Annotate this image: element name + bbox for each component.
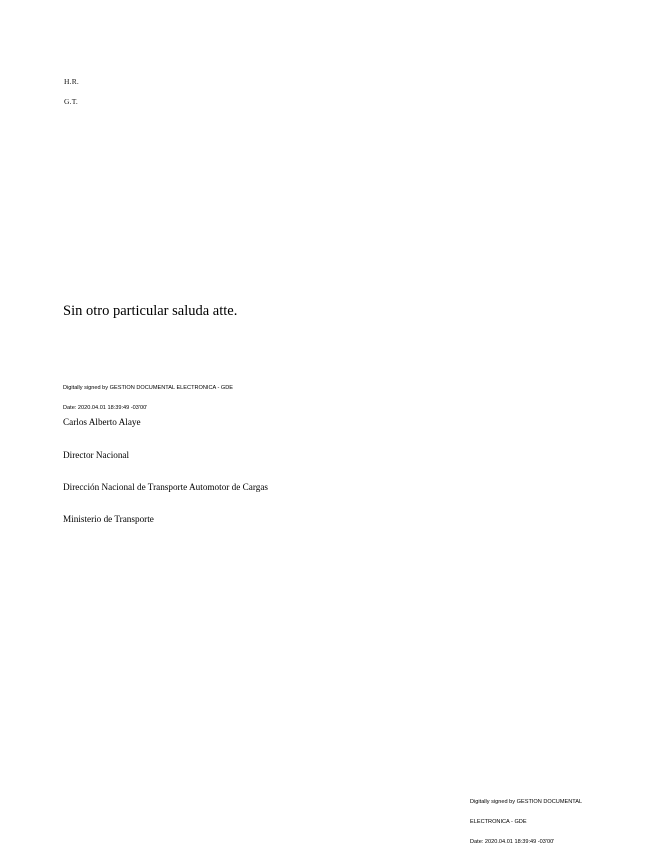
signature-stamp-top-line2: Date: 2020.04.01 18:39:49 -03'00': [63, 404, 148, 411]
signer-name: Carlos Alberto Alaye: [63, 417, 141, 428]
initials-gt: G.T.: [64, 97, 78, 106]
signer-block: [63, 396, 268, 546]
initials-hr: H.R.: [64, 77, 79, 86]
signature-stamp-bottom-line1: Digitally signed by GESTION DOCUMENTAL: [470, 799, 583, 806]
closing-paragraph: Sin otro particular saluda atte.: [63, 303, 238, 319]
signer-ministry: Ministerio de Transporte: [63, 513, 154, 524]
digital-signature-stamp-bottom: [470, 786, 582, 859]
signer-office: Dirección Nacional de Transporte Automotor de Cargas: [63, 481, 268, 492]
signer-title: Director Nacional: [63, 449, 130, 460]
signature-stamp-bottom-line2: ELECTRONICA - GDE: [470, 818, 527, 825]
signature-stamp-bottom-line3: Date: 2020.04.01 18:39:49 -03'00': [470, 838, 555, 845]
signature-stamp-top-line1: Digitally signed by GESTION DOCUMENTAL ELECTRONICA - GDE: [63, 385, 234, 392]
